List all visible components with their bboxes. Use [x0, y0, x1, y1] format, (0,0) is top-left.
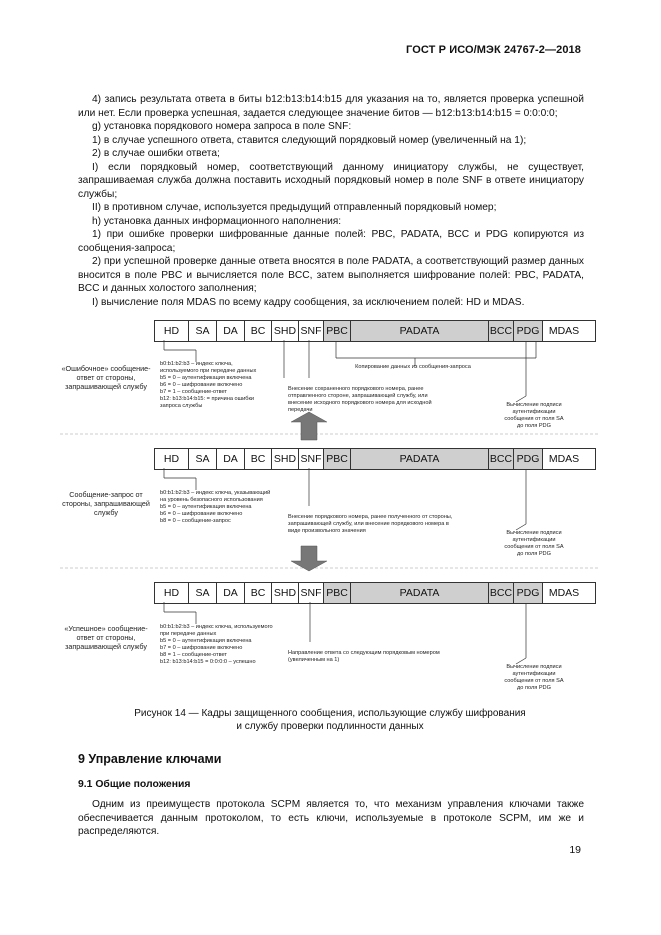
field-hd: HD — [155, 583, 189, 603]
snf-note: Внесение сохраненного порядкового номера, ранее отправленного стороне, запрашивающей службу, или внесение исходного порядкового номера для исходной передачи — [288, 386, 432, 413]
field-sa: SA — [189, 449, 217, 469]
up-arrow-icon — [291, 412, 327, 440]
field-hd: HD — [155, 321, 189, 341]
frame-label: Сообщение-запрос от стороны, запрашивающей службу — [62, 490, 150, 517]
field-bc: BC — [245, 449, 272, 469]
paragraph: 1) при ошибке проверки шифрованные данные полей: PBC, PADATA, BCC и PDG копируются из сообщения-запроса; — [78, 229, 584, 254]
section-heading: 9 Управление ключами — [78, 752, 222, 766]
field-mdas: MDAS — [548, 325, 580, 337]
field-shd: SHD — [272, 583, 299, 603]
paragraph: 2) в случае ошибки ответа; — [92, 148, 220, 159]
frame-label: «Успешное» сообщение-ответ от стороны, запрашивающей службу — [64, 624, 148, 651]
field-pbc: PBC — [324, 449, 351, 469]
page-number: 19 — [569, 844, 581, 856]
field-pdg: PDG — [514, 583, 543, 603]
field-pbc: PBC — [324, 321, 351, 341]
paragraph: 4) запись результата ответа в биты b12:b13:b14:b15 для указания на то, является проверка успешной или нет. Если проверка успешная, задается следующее значение битов — b12:b13:b14:b15 = 0:0:0:0; — [78, 94, 584, 119]
message-frame-error-response — [154, 320, 596, 342]
field-shd: SHD — [272, 321, 299, 341]
field-pdg: PDG — [514, 321, 543, 341]
message-frame-request — [154, 448, 596, 470]
frame-label: «Ошибочное» сообщение-ответ от стороны, запрашивающей службу — [61, 364, 151, 391]
paragraph: I) если порядковый номер, соответствующий данному инициатору службы, не существует, запрашиваемая служба должна поставить исходный порядковый номер в поле SNF в ответе инициатору службы; — [78, 161, 584, 200]
field-da: DA — [217, 583, 245, 603]
body-text — [78, 93, 584, 309]
copy-note: Копирование данных из сообщения-запроса — [355, 364, 471, 370]
pdg-note: Вычисление подписи аутентификации сообщения от поля SA до поля PDG — [504, 664, 564, 691]
field-padata: PADATA — [351, 321, 489, 341]
field-pbc: PBC — [324, 583, 351, 603]
field-shd: SHD — [272, 449, 299, 469]
paragraph: Одним из преимуществ протокола SCPM является то, что механизм управления ключами также обеспечивается данным протоколом, то есть ключи, используемые в протоколе SCPM, им же и распределяются. — [78, 799, 584, 837]
snf-note: Направление ответа со следующим порядковым номером (увеличенным на 1) — [288, 650, 440, 663]
paragraph: I) вычисление поля MDAS по всему кадру сообщения, за исключением полей: HD и MDAS. — [92, 296, 525, 308]
figure-caption: Рисунок 14 — Кадры защищенного сообщения, использующие службу шифрования и службу проверки подлинности данных — [134, 708, 526, 732]
field-sa: SA — [189, 583, 217, 603]
bit-legend: b0:b1:b2:b3 – индекс ключа, указывающий на уровень безопасного использования b5 = 0 – аутентификация включена b6 = 0 – шифрование включено b8 = 0 – сообщение-запрос — [160, 490, 271, 524]
paragraph: h) установка данных информационного наполнения: — [92, 215, 342, 227]
pdg-note: Вычисление подписи аутентификации сообщения от поля SA до поля PDG — [504, 402, 564, 429]
field-da: DA — [217, 321, 245, 341]
field-mdas: MDAS — [548, 587, 580, 599]
figure-14 — [60, 316, 600, 704]
field-pdg: PDG — [514, 449, 543, 469]
paragraph: II) в противном случае, используется предыдущий отправленный порядковый номер; — [92, 202, 497, 213]
message-frame-success-response — [154, 582, 596, 604]
down-arrow-icon — [291, 546, 327, 571]
field-bcc: BCC — [489, 321, 514, 341]
paragraph: 1) в случае успешного ответа, ставится следующий порядковый номер (увеличенный на 1); — [92, 134, 527, 146]
subsection-heading: 9.1 Общие положения — [78, 779, 191, 790]
field-snf: SNF — [299, 449, 324, 469]
section-body — [78, 798, 584, 839]
pdg-note: Вычисление подписи аутентификации сообщения от поля SA до поля PDG — [504, 530, 564, 557]
field-bc: BC — [245, 321, 272, 341]
field-hd: HD — [155, 449, 189, 469]
bit-legend: b0:b1:b2:b3 – индекс ключа, используемого при передаче данных b5 = 0 – аутентификация включена b7 = 0 – шифрование включено b8 = 1 – сообщение-ответ b12: b13:b14:b15 = 0:0:0:0 – успешно — [160, 624, 273, 665]
field-padata: PADATA — [351, 583, 489, 603]
field-snf: SNF — [299, 321, 324, 341]
field-padata: PADATA — [351, 449, 489, 469]
field-bcc: BCC — [489, 583, 514, 603]
document-header: ГОСТ Р ИСО/МЭК 24767-2—2018 — [406, 44, 581, 56]
field-bcc: BCC — [489, 449, 514, 469]
field-mdas: MDAS — [548, 453, 580, 465]
field-snf: SNF — [299, 583, 324, 603]
snf-note: Внесение порядкового номера, ранее полученного от стороны, запрашивающей службу, или внесение порядкового номера в виде произвольного значения — [288, 514, 453, 534]
field-sa: SA — [189, 321, 217, 341]
field-da: DA — [217, 449, 245, 469]
field-bc: BC — [245, 583, 272, 603]
paragraph: 2) при успешной проверке данные ответа вносятся в поле PADATA, а соответствующий размер данных вносится в поле PBC и вычисляется поле BCC, затем выполняется шифрование полей: PBC, PADATA, BCC и данных холостого заполнения; — [78, 256, 584, 294]
paragraph: g) установка порядкового номера запроса в поле SNF: — [92, 121, 352, 132]
bit-legend: b0:b1:b2:b3 – индекс ключа, используемого при передаче данных b5 = 0 – аутентификация включена b6 = 0 – шифрование включено b7 = 1 – сообщение-ответ b12: b13:b14:b15: = причина ошибки запроса службы — [160, 361, 257, 409]
